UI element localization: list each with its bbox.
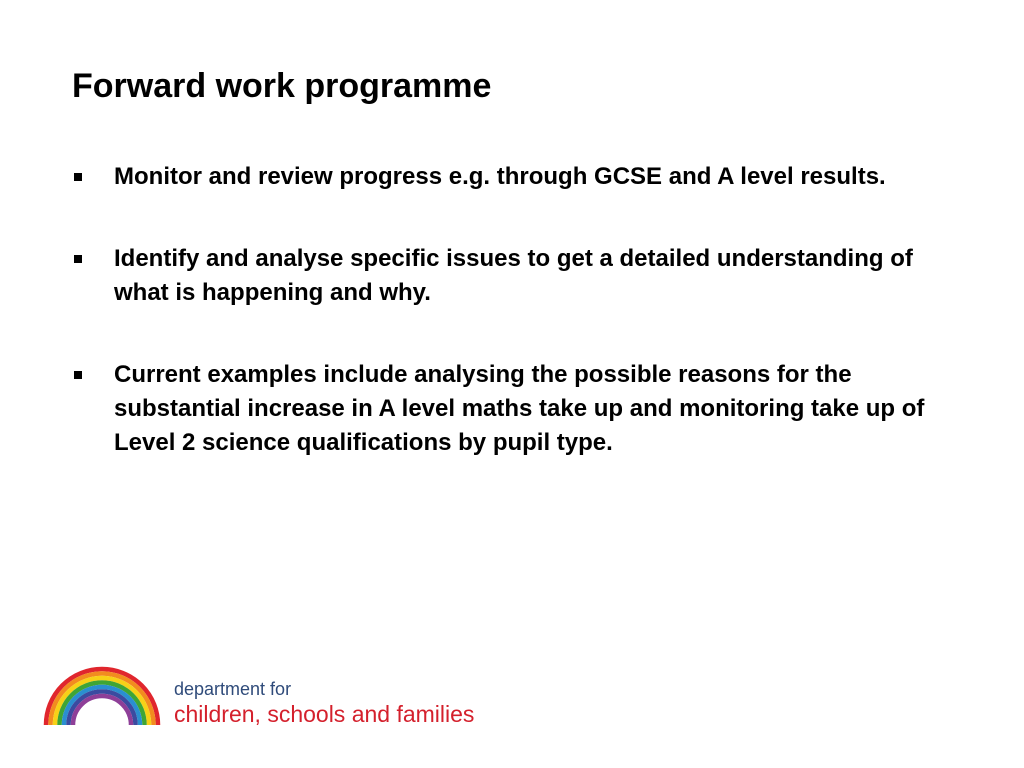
logo-children-schools-families-text: children, schools and families bbox=[174, 701, 475, 727]
rainbow-icon bbox=[42, 665, 162, 727]
square-bullet-icon bbox=[74, 173, 82, 181]
slide-title: Forward work programme bbox=[72, 67, 492, 105]
bullet-text: Identify and analyse specific issues to get a detailed understanding of what is happening and why. bbox=[114, 245, 913, 306]
bullet-text: Monitor and review progress e.g. through GCSE and A level results. bbox=[114, 163, 886, 190]
square-bullet-icon bbox=[74, 255, 82, 263]
dcsf-logo bbox=[42, 665, 512, 729]
bullet-text: Current examples include analysing the possible reasons for the substantial increase in A level maths take up and monitoring take up of Level 2 science qualifications by pupil type. bbox=[114, 361, 925, 456]
square-bullet-icon bbox=[74, 371, 82, 379]
bullet-list bbox=[72, 160, 952, 508]
bullet-item bbox=[72, 242, 952, 310]
bullet-item bbox=[72, 160, 952, 194]
bullet-item bbox=[72, 358, 952, 460]
logo-department-text: department for bbox=[174, 679, 292, 699]
